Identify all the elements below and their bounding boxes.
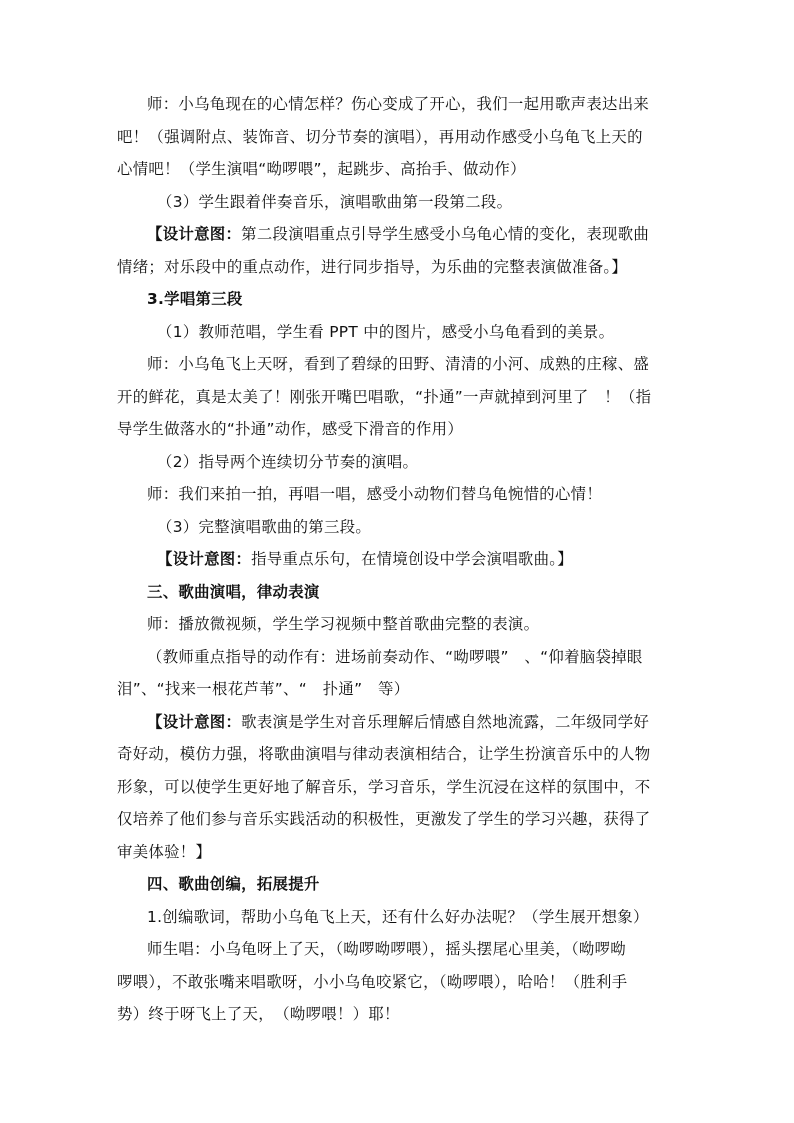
design-intent-paragraph: [147, 224, 649, 244]
paragraph-line: 奇好动，模仿力强，将歌曲演唱与律动表演相结合，让学生扮演音乐中的人物: [117, 745, 651, 763]
design-intent-paragraph: [157, 549, 573, 569]
paragraph-line: 开的鲜花，真是太美了！刚张开嘴巴唱歌，“扑通”一声就掉到河里了 ！（指: [117, 388, 652, 406]
design-intent-label: 【设计意图：: [147, 713, 242, 731]
section-heading: 四、歌曲创编，拓展提升: [147, 875, 320, 893]
paragraph-line: 吧！（强调附点、装饰音、切分节奏的演唱），再用动作感受小乌龟飞上天的: [117, 128, 643, 146]
paragraph-line: 泪”、“找来一根花芦苇”、“ 扑通” 等）: [117, 680, 410, 698]
paragraph-line: 师：小乌龟现在的心情怎样？伤心变成了开心，我们一起用歌声表达出来: [147, 95, 650, 113]
design-intent-text: 指导重点乐句，在情境创设中学会演唱歌曲。】: [251, 550, 573, 568]
paragraph-line: 导学生做落水的“扑通”动作，感受下滑音的作用）: [117, 420, 464, 438]
paragraph-line: 心情吧！（学生演唱“呦啰喂”，起跳步、高抬手、做动作）: [117, 160, 526, 178]
paragraph-line: 势）终于呀飞上了天， （呦啰喂！）耶！: [117, 1005, 400, 1023]
design-intent-paragraph: [147, 712, 649, 732]
paragraph-line: 师：小乌龟飞上天呀，看到了碧绿的田野、清清的小河、成熟的庄稼、盛: [147, 355, 650, 373]
paragraph-line: 仅培养了他们参与音乐实践活动的积极性，更激发了学生的学习兴趣，获得了: [117, 810, 651, 828]
design-intent-text: 歌表演是学生对音乐理解后情感自然地流露，二年级同学好: [241, 713, 650, 731]
paragraph-line: 1.创编歌词，帮助小乌龟飞上天，还有什么好办法呢？（学生展开想象）: [147, 908, 649, 926]
paragraph-line: 情绪；对乐段中的重点动作，进行同步指导，为乐曲的完整表演做准备。】: [117, 258, 628, 276]
paragraph-line: 审美体验！】: [117, 843, 212, 861]
design-intent-text: 第二段演唱重点引导学生感受小乌龟心情的变化，表现歌曲: [241, 225, 650, 243]
paragraph-line: 啰喂），不敢张嘴来唱歌呀，小小乌龟咬紧它，（呦啰喂），哈哈！（胜利手: [117, 973, 628, 991]
design-intent-label: 【设计意图：: [157, 550, 252, 568]
paragraph-line: （教师重点指导的动作有：进场前奏动作、“呦啰喂” 、“仰着脑袋掉眼: [147, 648, 643, 666]
paragraph-line: 师生唱：小乌龟呀上了天，（呦啰呦啰喂），摇头摆尾心里美，（呦啰呦: [147, 940, 627, 958]
paragraph-line: （2）指导两个连续切分节奏的演唱。: [157, 453, 419, 471]
section-heading: 三、歌曲演唱，律动表演: [147, 583, 320, 601]
paragraph-line: （3）完整演唱歌曲的第三段。: [157, 518, 372, 536]
paragraph-line: （3）学生跟着伴奏音乐，演唱歌曲第一段第二段。: [157, 193, 513, 211]
paragraph-line: 形象，可以使学生更好地了解音乐，学习音乐，学生沉浸在这样的氛围中，不: [117, 778, 651, 796]
paragraph-line: 师：播放微视频，学生学习视频中整首歌曲完整的表演。: [147, 615, 540, 633]
design-intent-label: 【设计意图：: [147, 225, 242, 243]
paragraph-line: 师：我们来拍一拍，再唱一唱，感受小动物们替乌龟惋惜的心情！: [147, 485, 603, 503]
paragraph-line: （1）教师范唱，学生看 PPT 中的图片，感受小乌龟看到的美景。: [157, 323, 615, 341]
section-heading: 3.学唱第三段: [147, 290, 243, 308]
